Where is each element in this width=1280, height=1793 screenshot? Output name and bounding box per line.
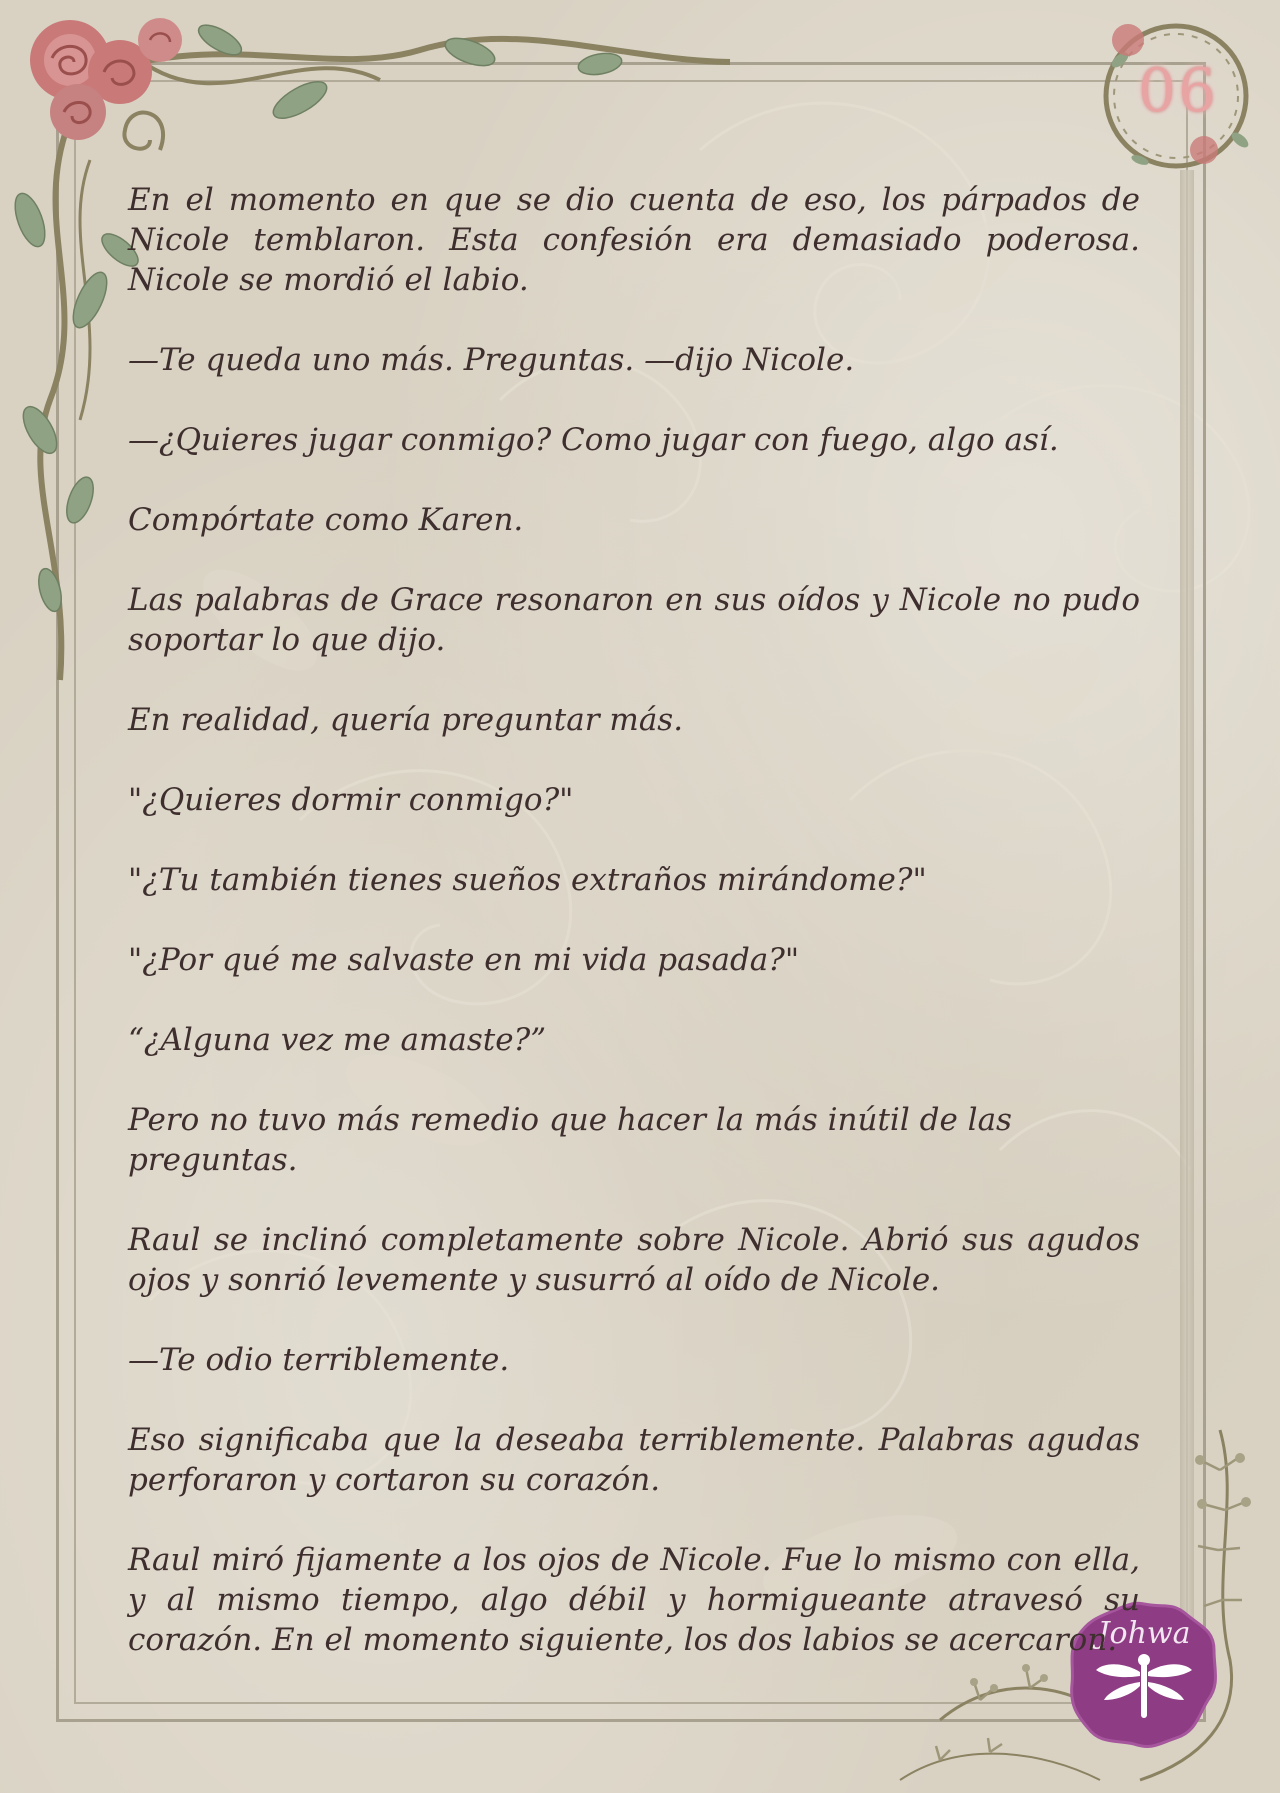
paragraph: Raul miró fijamente a los ojos de Nicole. Fue lo mismo con ella, y al mismo tiempo, algo débil y hormigueante atravesó su corazón. En el momento siguiente, los dos labios se acercaron. <box>128 1542 1140 1658</box>
paragraph: Raul se inclinó completamente sobre Nicole. Abrió sus agudos ojos y sonrió levemente y susurró al oído de Nicole. <box>128 1222 1140 1298</box>
paragraph: Pero no tuvo más remedio que hacer la más inútil de las preguntas. <box>128 1102 1012 1178</box>
page-number: 06 <box>1137 56 1219 126</box>
story-text <box>128 180 1140 1700</box>
paragraph: "¿Quieres dormir conmigo?" <box>128 782 574 818</box>
paragraph: "¿Por qué me salvaste en mi vida pasada?" <box>128 942 800 978</box>
paragraph: "¿Tu también tienes sueños extraños mirándome?" <box>128 862 927 898</box>
paragraph: —Te odio terriblemente. <box>128 1342 510 1378</box>
watermark-label: Johwa <box>1097 1616 1191 1651</box>
paragraph: En realidad, quería preguntar más. <box>128 702 684 738</box>
paragraph: Las palabras de Grace resonaron en sus oídos y Nicole no pudo soportar lo que dijo. <box>128 582 1140 658</box>
paragraph: —Te queda uno más. Preguntas. —dijo Nicole. <box>128 342 855 378</box>
paragraph: —¿Quieres jugar conmigo? Como jugar con fuego, algo así. <box>128 422 1059 458</box>
paragraph: En el momento en que se dio cuenta de eso, los párpados de Nicole temblaron. Esta confesión era demasiado poderosa. Nicole se mordió el labio. <box>128 182 1140 298</box>
paragraph: “¿Alguna vez me amaste?” <box>128 1022 547 1058</box>
paragraph: Compórtate como Karen. <box>128 502 524 538</box>
paragraph: Eso significaba que la deseaba terriblemente. Palabras agudas perforaron y cortaron su corazón. <box>128 1422 1140 1498</box>
